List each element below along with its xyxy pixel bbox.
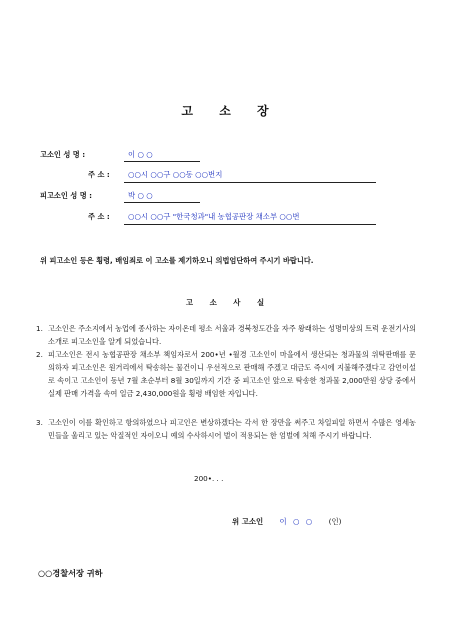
signature-seal: (인) [328,517,342,526]
complainant-address-value: ○○시 ○○구 ○○동 ○○번지 [128,170,223,179]
request-statement: 위 피고소인 등은 횡령, 배임죄로 이 고소를 제기하오니 의법엄단하여 주시기 바랍니다. [40,256,314,265]
complainant-address-label: 주 소 : [88,170,110,179]
complainant-address-underline [124,182,376,183]
defendant-address-value: ○○시 ○○구 "한국청과"내 농협공판장 채소부 ○○번 [128,212,300,221]
fact-item-text: 피고소인은 전시 농협공판장 채소부 책임자로서 200•년 •월경 고소인이 마을에서 생산되는 청과물의 위탁판매를 문의하자 피고소인은 원거리에서 탁송하는 물건이니 우선적으로 판매해 주겠고 대금도 즉시에 지불해주겠다고 감언이설로 속이고 고소인이 동년 7월 초순부터 8월 30일까지 기간 중 피고소인 앞으로 탁송한 청과물 2,000만원 상당 중에서 실제 판매 가격을 속여 일금 2,430,000원을 횡령 배임한 자입니다. [48,350,416,398]
defendant-name-value: 박 ○ ○ [128,191,153,200]
signature-name: 이 ○ ○ [279,517,315,526]
defendant-address-label: 주 소 : [88,212,110,221]
recipient-footer: ○○경찰서장 귀하 [38,568,103,578]
fact-item-1 [36,322,416,348]
complainant-name-label: 고소인 성 명 : [40,150,86,159]
fact-item-3 [36,416,416,442]
complainant-name-value: 이 ○ ○ [128,150,153,159]
defendant-name-underline [124,202,200,203]
document-date: 200•. . . [194,474,224,483]
defendant-name-label: 피고소인 성 명 : [40,191,93,200]
fact-item-number: 2. [36,350,43,359]
document-title: 고 소 장 [181,104,269,118]
fact-item-2 [36,348,416,400]
fact-item-number: 3. [36,418,43,427]
facts-heading: 고 소 사 실 [185,298,265,307]
fact-item-text: 고소인은 주소지에서 농업에 종사하는 자이온데 평소 서울과 경북청도간을 자주 왕래하는 성명미상의 트럭 운전기사의 소개로 피고소인을 알게 되었습니다. [48,324,416,346]
complainant-name-underline [124,161,200,162]
fact-item-number: 1. [36,324,43,333]
signature-label: 위 고소인 [232,517,264,526]
defendant-address-underline [124,224,376,225]
signature-line [232,516,342,527]
fact-item-text: 고소인이 이를 확인하고 항의하였으나 피고인은 변상하겠다는 각서 한 장만을 써주고 차일피일 하면서 수많은 영세농민들을 울리고 있는 악질적인 자이오니 예의 수사하시어 벌이 적용되는 한 엄벌에 처해 주시기 바랍니다. [48,418,416,440]
